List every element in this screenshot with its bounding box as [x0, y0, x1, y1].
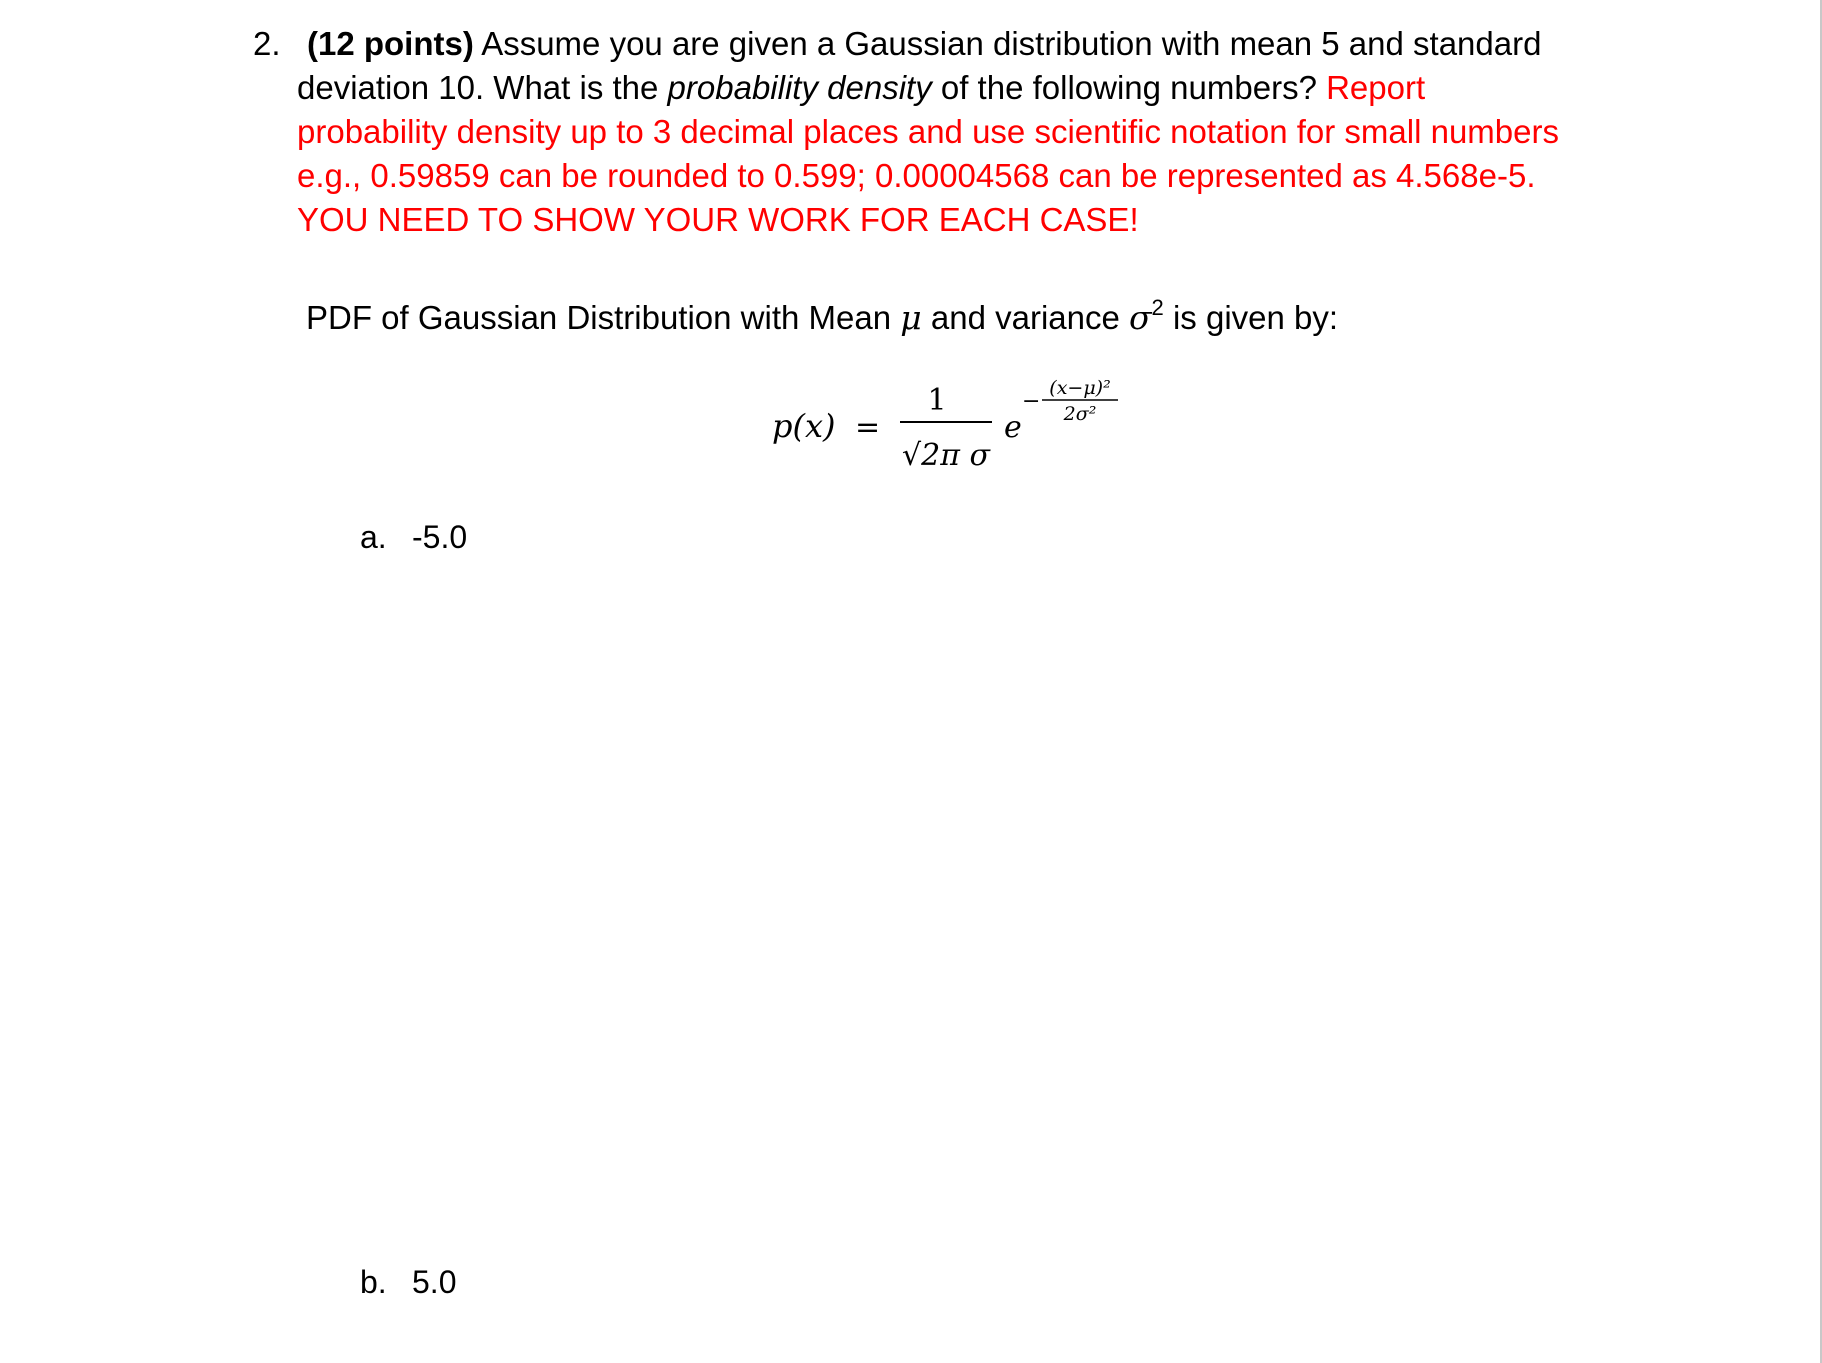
- question-text-line1: Assume you are given a Gaussian distribution with mean 5 and standard: [473, 25, 1542, 62]
- question-text-line2: [297, 66, 1673, 110]
- item-value: 5.0: [412, 1264, 457, 1300]
- instruction-line-1: probability density up to 3 decimal places and use scientific notation for small numbers: [297, 113, 1559, 150]
- question-number: 2.: [253, 25, 281, 62]
- question-text-part3: of the following numbers?: [931, 69, 1327, 106]
- pdf-intro-sigma: σ: [1129, 298, 1152, 337]
- pdf-intro-before-mu: PDF of Gaussian Distribution with Mean: [306, 299, 901, 336]
- formula-lhs: p(x): [772, 407, 836, 445]
- item-label: b.: [360, 1264, 387, 1300]
- formula-numerator: 1: [927, 383, 947, 418]
- pdf-intro-after: is given by:: [1163, 299, 1339, 336]
- question-red-inline: Report: [1326, 69, 1426, 106]
- pdf-intro-middle: and variance: [921, 299, 1130, 336]
- answer-item-a: [360, 517, 467, 557]
- formula-exp-denominator: 2σ²: [1063, 403, 1097, 425]
- gaussian-pdf-formula: [760, 370, 1160, 480]
- formula-svg: [760, 370, 1160, 480]
- pdf-intro-sigma-exp: 2: [1151, 295, 1164, 320]
- formula-exp-sign: −: [1022, 389, 1041, 414]
- instruction-line-3: YOU NEED TO SHOW YOUR WORK FOR EACH CASE!: [297, 201, 1139, 238]
- item-label: a.: [360, 519, 387, 555]
- answer-item-b: [360, 1262, 456, 1302]
- instruction-line-2: e.g., 0.59859 can be rounded to 0.599; 0.00004568 can be represented as 4.568e-5.: [297, 157, 1536, 194]
- formula-equals: =: [855, 410, 881, 445]
- question-points: (12 points): [307, 25, 474, 62]
- question-2: [253, 22, 1673, 242]
- formula-exp-numerator: (x−μ)²: [1049, 377, 1111, 399]
- formula-denominator: √2π σ: [902, 438, 990, 473]
- question-body: [297, 22, 1673, 242]
- pdf-intro-mu: μ: [900, 298, 922, 337]
- question-text-part2: deviation 10. What is the: [297, 69, 668, 106]
- question-emphasis: probability density: [667, 69, 932, 106]
- pdf-intro: [306, 286, 1338, 340]
- formula-base-e: e: [1004, 410, 1022, 445]
- item-value: -5.0: [412, 519, 468, 555]
